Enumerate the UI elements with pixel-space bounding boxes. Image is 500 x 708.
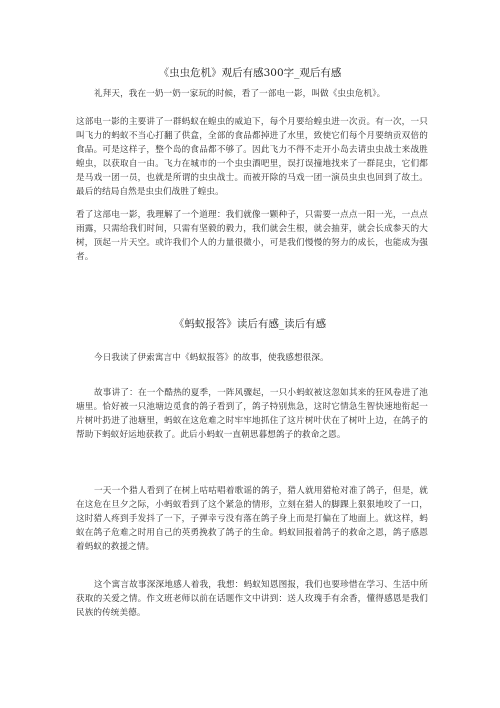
- paragraph: 看了这部电一影，我理解了一个道理：我们就像一颗种子，只需要一点点一阳一光，一点点雨露，只需给我们时间，只需有坚毅的毅力，我们就会生根，就会抽芽，就会长成参天的大树，顶起一片天空。或许我们个人的力量很微小，可是我们慢慢的努力的成长，也能成为强者。: [76, 210, 428, 262]
- paragraph: 一天一个猎人看到了在树上咕咕唱着歌谣的鸽子，猎人就用猎枪对准了鸽子，但是，就在这危在旦夕之际，小蚂蚁看到了这个紧急的情形，立刻在猎人的脚踝上狠狠地咬了一口，这时猎人疼到手发抖了一下，子弹幸亏没有落在鸽子身上而是打偏在了地面上。就这样，蚂蚁在鸽子危难之时用自己的英勇挽救了鸽子的生命。蚂蚁回报着鸽子的救命之恩，鸽子感恩着蚂蚁的救援之情。: [76, 486, 428, 552]
- paragraph: 这部电一影的主要讲了一群蚂蚁在蝗虫的威迫下，每个月要给蝗虫进一次贡。有一次，一只叫飞力的蚂蚁不当心打翻了供盒，全部的食品都掉进了水里，致使它们每个月要纳贡双倍的食品。可是这样子，整个岛的食品都不够了。因此飞力不得不走开小岛去请虫虫战士来战胜蝗虫，以获取自一由。飞力在城市的一个虫虫酒吧里，误打误撞地找来了一群昆虫，它们都是马戏一团一员，也就是所谓的虫虫战士。而被开除的马戏一团一演员虫虫也回到了故土。最后的结局自然是虫虫们战胜了蝗虫。: [76, 117, 428, 197]
- paragraph: 这个寓言故事深深地感人着我，我想：蚂蚁知恩图报，我们也要珍惜在学习、生活中所获取的关爱之情。作文班老师以前在话题作文中讲到：送人玫瑰手有余香，懂得感恩是我们民族的传统美德。: [76, 580, 428, 618]
- paragraph: 故事讲了：在一个酷热的夏季，一阵风骤起，一只小蚂蚁被这忽如其来的狂风卷进了池塘里。恰好被一只池塘边觅食的鸽子看到了，鸽子特别焦急，这时它情急生智快速地衔起一片树叶扔进了池塘里，蚂蚁在这危难之时牢牢地抓住了这片树叶伏在了树叶上边，在鸽子的帮助下蚂蚁好运地获救了。此后小蚂蚁一直朝思暮想鸽子的救命之恩。: [76, 388, 428, 440]
- paragraph: 今日我读了伊索寓言中《蚂蚁报答》的故事，使我感想很深。: [94, 353, 329, 363]
- article-title: 《虫虫危机》观后有感300字_观后有感: [158, 67, 342, 79]
- paragraph: 礼拜天，我在一奶一奶一家玩的时候，看了一部电一影，叫做《虫虫危机》。: [94, 89, 386, 99]
- article-title: 《蚂蚁报答》读后有感_读后有感: [173, 318, 327, 330]
